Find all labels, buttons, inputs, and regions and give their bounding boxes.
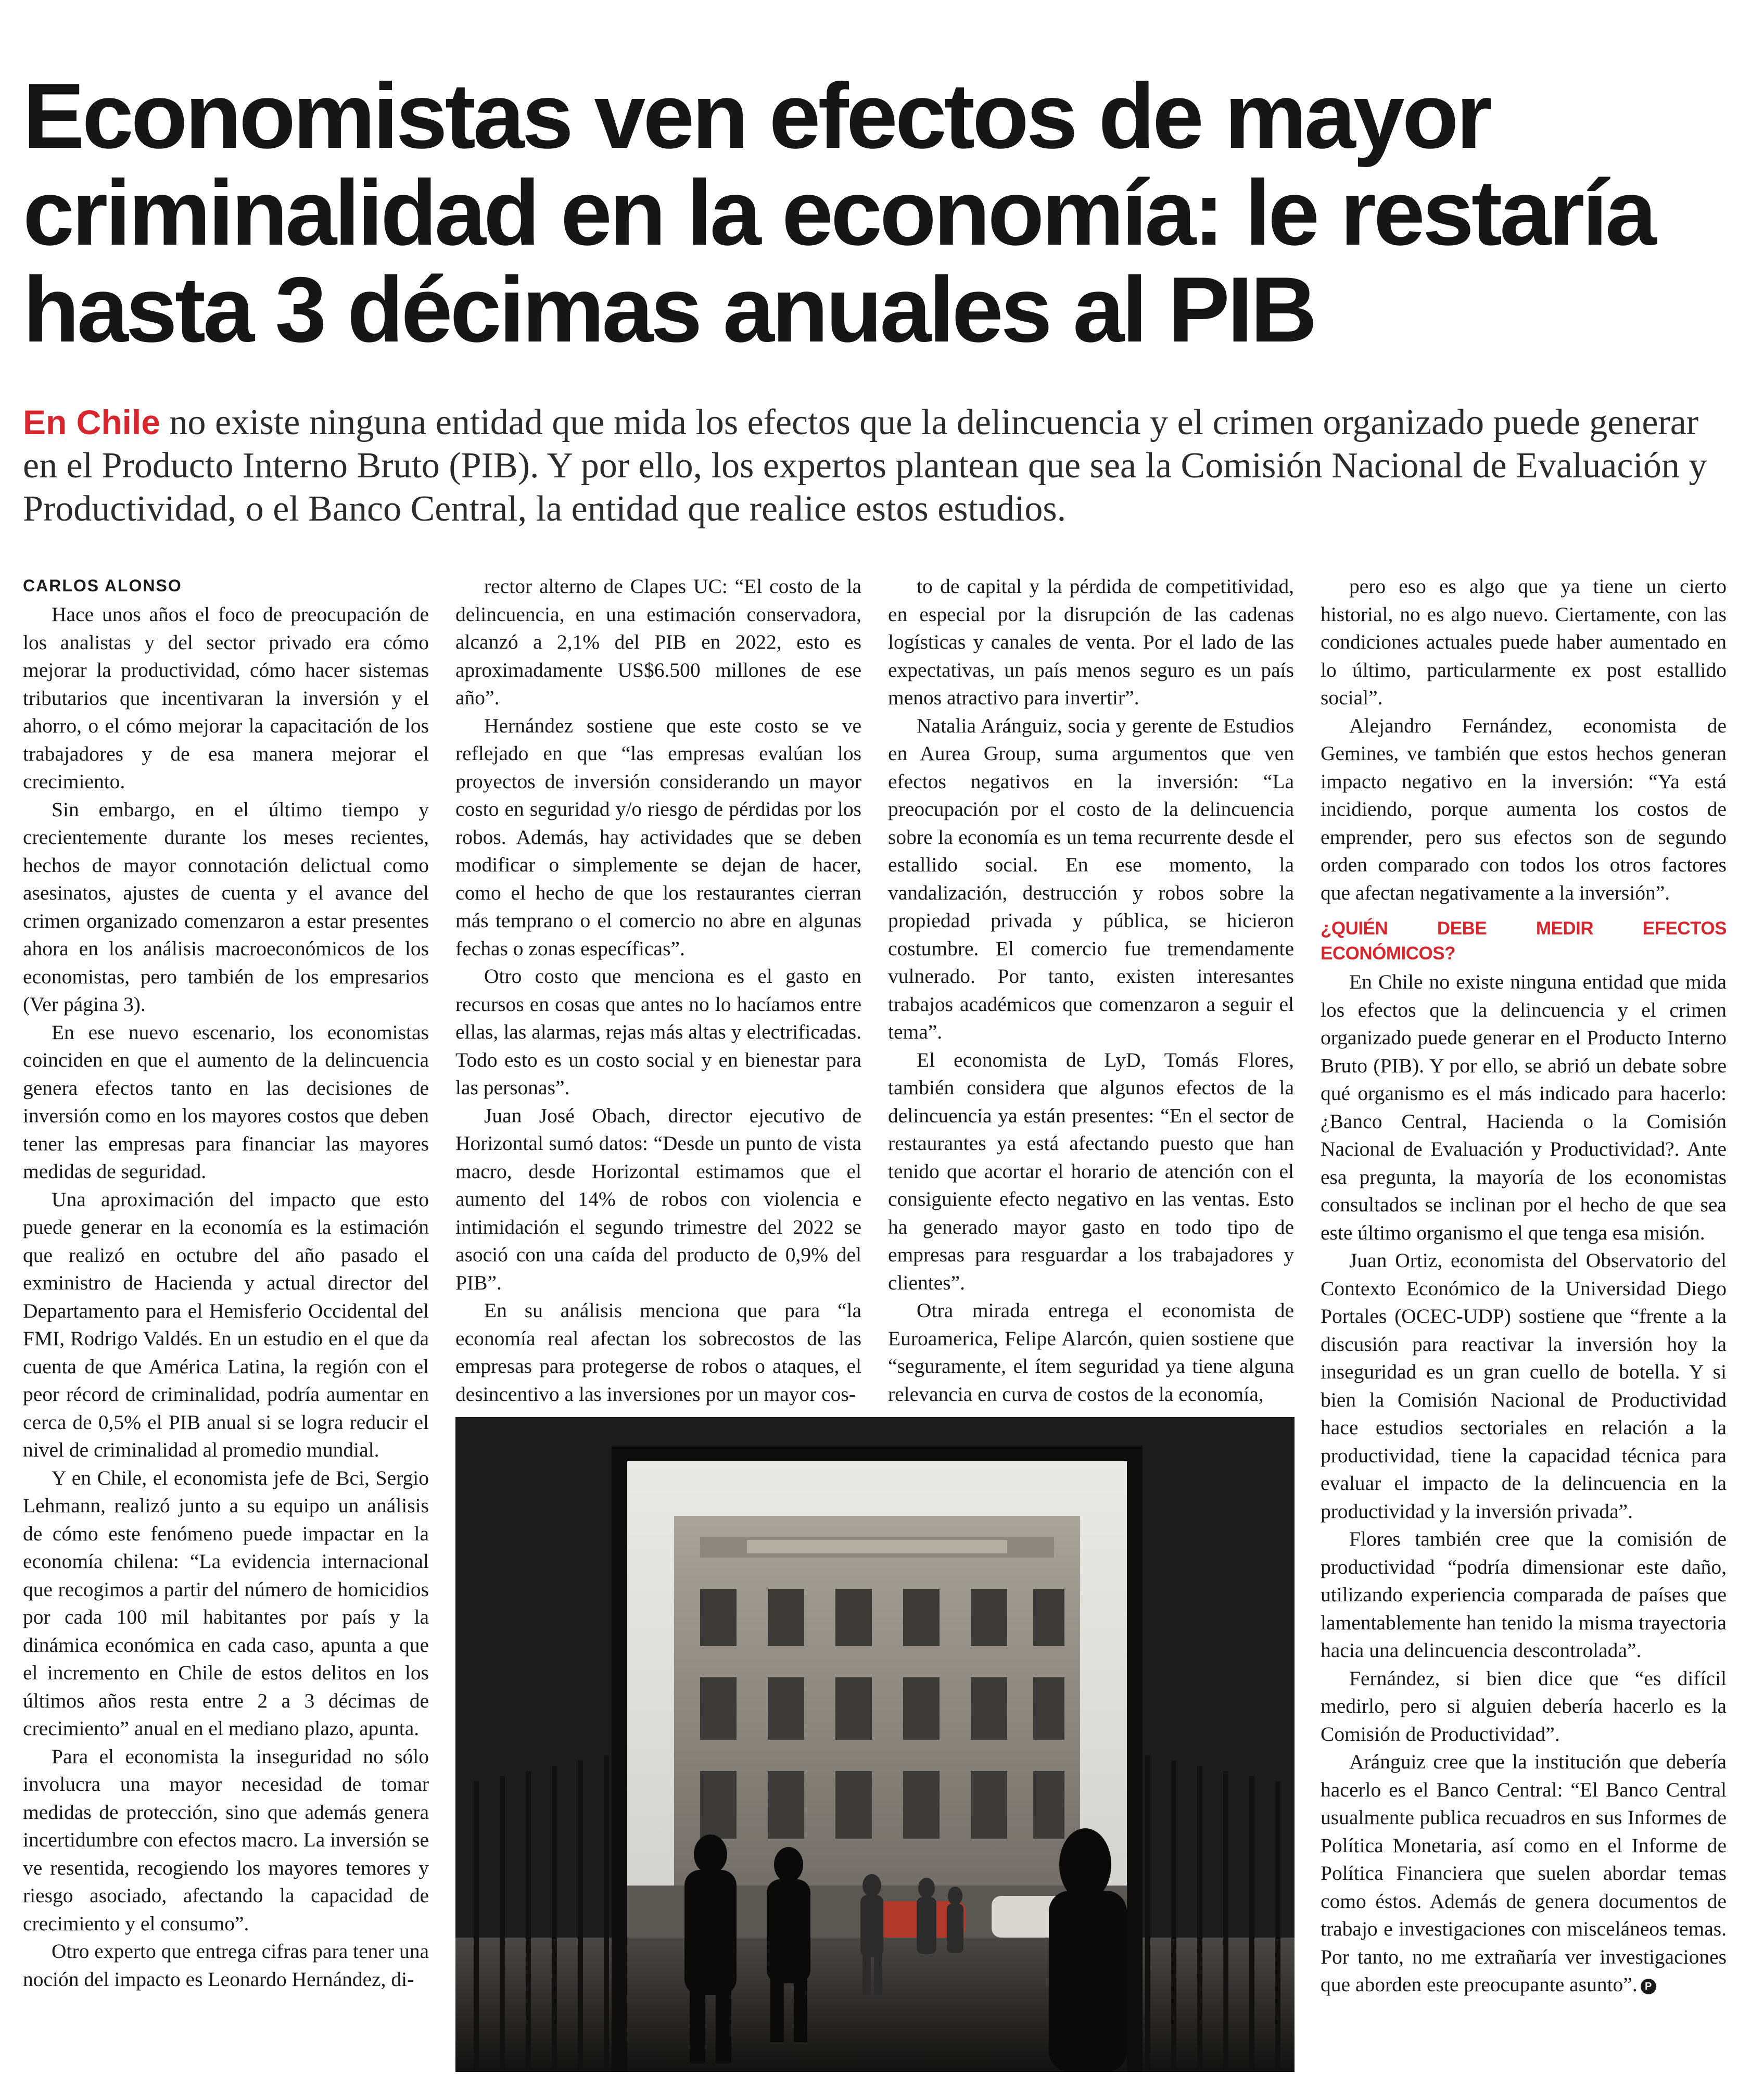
paragraph-text: Aránguiz cree que la institución que debería hacerlo es el Banco Central: “El Banco Central usualmente publica recuadros en sus Informes de Política Monetaria, así como en el Informe de Política Financiera que suelen abordar temas como éstos. Además de genera documentos de trabajo e investigaciones con misceláneos temas. Por tanto, no me extrañaría ver investigaciones que aborden este preocupante asunto”.	[1321, 1750, 1727, 1996]
paragraph	[888, 1046, 1294, 1297]
paragraph-text: En su análisis menciona que para “la economía real afectan los sobrecostos de las empresas para protegerse de robos o ataques, el desincentivo a las inversiones por un mayor cos-	[455, 1299, 861, 1406]
paragraph	[23, 601, 429, 796]
paragraph-text: pero eso es algo que ya tiene un cierto historial, no es algo nuevo. Ciertamente, con las condiciones actuales puede haber aumentado en lo último, particularmente ex post estallido social”.	[1321, 575, 1727, 709]
paragraph	[455, 712, 861, 963]
paragraph	[23, 796, 429, 1019]
paragraph-text: El economista de LyD, Tomás Flores, también considera que algunos efectos de la delincuencia ya están presentes: “En el sector de restaurantes ya está afectando puesto que han tenido que acortar el horario de atención con el consiguiente efecto negativo en las ventas. Esto ha generado mayor gasto en todo tipo de empresas para resguardar a los trabajadores y clientes”.	[888, 1048, 1294, 1294]
end-of-article-icon: P	[1641, 1979, 1656, 1994]
paragraph-text: En Chile no existe ninguna entidad que mida los efectos que la delincuencia y el crimen organizado puede generar en el Producto Interno Bruto (PIB). Y por ello, se abrió un debate sobre qué organismo es el más indicado para hacerlo: ¿Banco Central, Hacienda o la Comisión Nacional de Evaluación y Productividad?. Ante esa pregunta, la mayoría de los economistas consultados se inclinan por el hecho de que sea este último organismo el que tenga esa misión.	[1321, 970, 1727, 1244]
paragraph	[455, 1102, 861, 1297]
paragraph	[1321, 1748, 1727, 1999]
paragraph-text: Fernández, si bien dice que “es difícil medirlo, pero si alguien debería hacerlo es la Comisión de Productividad”.	[1321, 1666, 1727, 1745]
headline-line-1: Economistas ven efectos de mayor	[23, 64, 1490, 168]
paragraph	[23, 1938, 429, 1993]
column-4-body-top	[1321, 573, 1727, 907]
lead-paragraph	[23, 401, 1730, 530]
lead-text: no existe ninguna entidad que mida los efectos que la delincuencia y el crimen organizado puede generar en el Producto Interno Bruto (PIB). Y por ello, los expertos plantean que sea la Comisión Nacional de Evaluación y Productividad, o el Banco Central, la entidad que realice estos estudios.	[23, 402, 1707, 529]
paragraph-text: Una aproximación del impacto que esto puede generar en la economía es la estimación que realizó en octubre del año pasado el exministro de Hacienda y actual director del Departamento para el Hemisferio Occidental del FMI, Rodrigo Valdés. En un estudio en el que da cuenta de que América Latina, la región con el peor récord de criminalidad, podría aumentar en cerca de 0,5% el PIB anual si se logra reducir el nivel de criminalidad al promedio mundial.	[23, 1187, 429, 1461]
article-column-1	[23, 573, 429, 2072]
paragraph-text: Hace unos años el foco de preocupación de los analistas y del sector privado era cómo mejorar la productividad, cómo hacer sistemas tributarios que incentivaran la inversión y el ahorro, o el cómo mejorar la capacitación de los trabajadores y de esa manera mejorar el crecimiento.	[23, 603, 429, 793]
article-photo	[455, 1417, 1295, 2072]
paragraph	[23, 1743, 429, 1938]
paragraph-text: to de capital y la pérdida de competitividad, en especial por la disrupción de las cadenas logísticas y canales de venta. Por el lado de las expectativas, un país menos seguro es un país menos atractivo para invertir”.	[888, 575, 1294, 709]
paragraph	[23, 1186, 429, 1464]
paragraph	[1321, 573, 1727, 712]
column-2-body	[455, 573, 861, 1408]
paragraph-text: Juan Ortiz, economista del Observatorio del Contexto Económico de la Universidad Diego Portales (OCEC-UDP) sostiene que “frente a la discusión para reactivar la inversión hoy la inseguridad es un gran cuello de botella. Y si bien la Comisión Nacional de Productividad hace estudios sectoriales en relación a la productividad, tiene la capacidad técnica para evaluar el impacto de la delincuencia en la productividad y la inversión privada”.	[1321, 1249, 1727, 1523]
paragraph-text: En ese nuevo escenario, los economistas coinciden en que el aumento de la delincuencia genera efectos tanto en las decisiones de inversión como en los mayores costos que deben tener las empresas para financiar las mayores medidas de seguridad.	[23, 1020, 429, 1183]
headline-line-2: criminalidad en la economía: le restaría	[23, 161, 1654, 264]
article-column-4	[1321, 573, 1727, 2072]
paragraph	[1321, 1247, 1727, 1525]
paragraph-text: Y en Chile, el economista jefe de Bci, Sergio Lehmann, realizó junto a su equipo un análisis de cómo este fenómeno puede impactar en la economía chilena: “La evidencia internacional que recogimos a partir del número de homicidios por cada 100 mil habitantes por país y la dinámica económica en cada caso, apunta a que el incremento en Chile de estos delitos en los últimos años resta entre 2 a 3 décimas de crecimiento” anual en el mediano plazo, apunta.	[23, 1466, 429, 1740]
paragraph	[888, 712, 1294, 1046]
headline-line-3: hasta 3 décimas anuales al PIB	[23, 258, 1315, 361]
paragraph-text: Juan José Obach, director ejecutivo de Horizontal sumó datos: “Desde un punto de vista macro, desde Horizontal estimamos que el aumento del 14% de robos con violencia e intimidación el segundo trimestre del 2022 se asoció con una caída del producto de 0,9% del PIB”.	[455, 1104, 861, 1294]
paragraph-text: Otro costo que menciona es el gasto en recursos en cosas que antes no lo hacíamos entre ellas, las alarmas, rejas más altas y electrificadas. Todo esto es un costo social y en bienestar para las personas”.	[455, 965, 861, 1099]
paragraph-text: rector alterno de Clapes UC: “El costo de la delincuencia, en una estimación conservadora, alcanzó a 2,1% del PIB en 2022, esto es aproximadamente US$6.500 millones de ese año”.	[455, 575, 861, 709]
paragraph-text: Hernández sostiene que este costo se ve reflejado en que “las empresas evalúan los proyectos de inversión considerando un mayor costo en seguridad y/o riesgo de pérdidas por los robos. Además, hay actividades que se deben modificar o simplemente se dejan de hacer, como el hecho de que los restaurantes cierran más temprano o el comercio no abre en algunas fechas o zonas específicas”.	[455, 714, 861, 960]
banco-central-photo	[455, 1417, 1295, 2072]
paragraph-text: Otro experto que entrega cifras para tener una noción del impacto es Leonardo Hernández, di-	[23, 1940, 429, 1991]
paragraph-text: Alejandro Fernández, economista de Gemines, ve también que estos hechos generan impacto negativo en la inversión: “Ya está incidiendo, porque aumenta los costos de emprender, pero sus efectos son de segundo orden comparado con todos los otros factores que afectan negativamente a la inversión”.	[1321, 714, 1727, 904]
paragraph	[1321, 1665, 1727, 1749]
paragraph	[888, 573, 1294, 712]
column-3-body	[888, 573, 1294, 1408]
column-1-body	[23, 601, 429, 1993]
paragraph	[888, 1297, 1294, 1408]
paragraph	[1321, 968, 1727, 1247]
headline	[23, 64, 1689, 361]
paragraph	[23, 1464, 429, 1743]
paragraph-text: Otra mirada entrega el economista de Euroamerica, Felipe Alarcón, quien sostiene que “seguramente, el ítem seguridad ya tiene alguna relevancia en curva de costos de la economía,	[888, 1299, 1294, 1406]
paragraph	[1321, 1525, 1727, 1665]
paragraph	[1321, 712, 1727, 907]
paragraph-text: Sin embargo, en el último tiempo y crecientemente durante los meses recientes, hechos de mayor connotación delictual como asesinatos, ajustes de cuenta y el avance del crimen organizado comenzaron a estar presentes ahora en los análisis macroeconómicos de los economistas, pero también de los empresarios (Ver página 3).	[23, 798, 429, 1016]
paragraph-text: Natalia Aránguiz, socia y gerente de Estudios en Aurea Group, suma argumentos que ven efectos negativos en la inversión: “La preocupación por el costo de la delincuencia sobre la economía es un tema recurrente desde el estallido social. En ese momento, la vandalización, destrucción y robos sobre la propiedad privada y pública, se hicieron costumbre. El comercio fue tremendamente vulnerado. Por tanto, existen interesantes trabajos académicos que comenzaron a seguir el tema”.	[888, 714, 1294, 1043]
paragraph-text: Para el economista la inseguridad no sólo involucra una mayor necesidad de tomar medidas de protección, sino que además genera incertidumbre con efectos macro. La inversión se ve resentida, recogiendo los mayores temores y riesgo asociado, afectando la capacidad de crecimiento y el consumo”.	[23, 1744, 429, 1935]
byline: CARLOS ALONSO	[23, 576, 182, 595]
lead-tag: En Chile	[23, 403, 161, 441]
paragraph-text: Flores también cree que la comisión de productividad “podría dimensionar este daño, utilizando experiencia comparada de países que lamentablemente han tenido la misma trayectoria hacia una delincuencia descontrolada”.	[1321, 1527, 1727, 1662]
paragraph	[455, 963, 861, 1102]
section-subhead: ¿QUIÉN DEBE MEDIR EFECTOS ECONÓMICOS?	[1321, 918, 1727, 964]
paragraph	[23, 1019, 429, 1186]
paragraph	[455, 573, 861, 712]
article-column-2	[455, 573, 861, 1406]
paragraph	[455, 1297, 861, 1408]
article-column-3	[888, 573, 1294, 1406]
column-4-body-bottom	[1321, 968, 1727, 1999]
